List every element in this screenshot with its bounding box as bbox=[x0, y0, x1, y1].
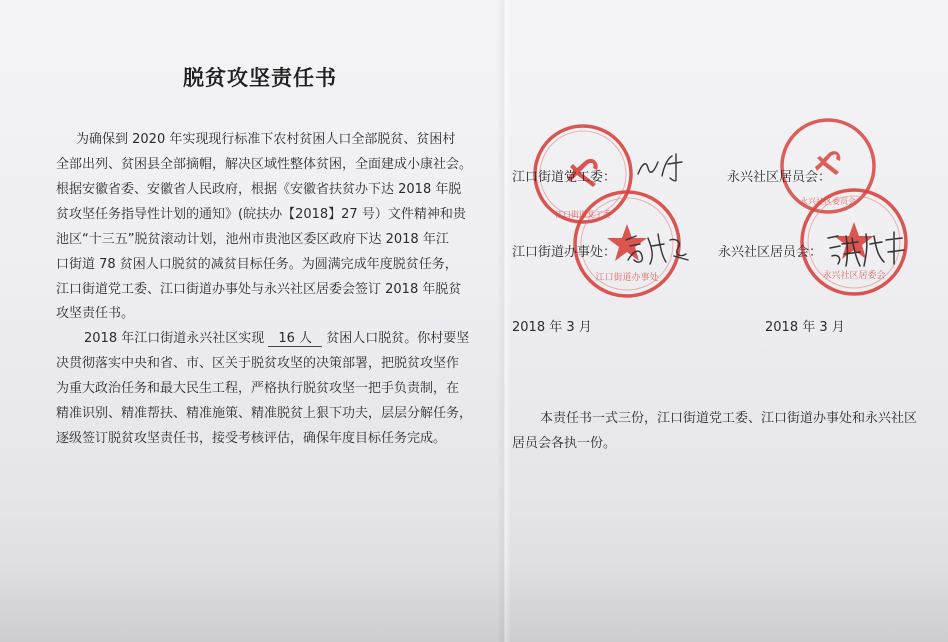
paragraph-1-line-1: 为确保到 2020 年实现现行标准下农村贫困人口全部脱贫、贫困村 bbox=[76, 132, 456, 147]
copies-note-line-1: 本责任书一式三份，江口街道党工委、江口街道办事处和永兴社区 bbox=[540, 411, 918, 426]
paragraph-1-line-6: 口街道 78 贫困人口脱贫的减贫目标任务。为圆满完成年度脱贫任务， bbox=[56, 257, 458, 272]
paragraph-1-line-4: 贫攻坚任务指导性计划的通知》(皖扶办【2018】27 号）文件精神和贵 bbox=[56, 207, 466, 222]
svg-text:江口街道办事处: 江口街道办事处 bbox=[595, 273, 659, 283]
party-committee-label: 江口街道党工委： bbox=[512, 170, 617, 185]
party-secretary-signature bbox=[632, 146, 692, 186]
paragraph-1-line-2: 全部出列、贫困县全部摘帽，解决区域性整体贫困，全面建成小康社会。 bbox=[56, 157, 473, 172]
paragraph-1-line-8: 攻坚责任书。 bbox=[56, 306, 135, 321]
poverty-count: 16 人 bbox=[268, 327, 322, 347]
office-director-signature bbox=[622, 226, 694, 270]
paragraph-1-line-7: 江口街道党工委、江口街道办事处与永兴社区居委会签订 2018 年脱贫 bbox=[56, 282, 462, 297]
paragraph-2-line-5: 逐级签订脱贫攻坚责任书，接受考核评估，确保年度目标任务完成。 bbox=[56, 431, 447, 446]
paragraph-2-line-3: 为重大政治任务和最大民生工程，严格执行脱贫攻坚一把手负责制，在 bbox=[56, 381, 460, 396]
svg-text:永兴社区委员会: 永兴社区委员会 bbox=[800, 197, 856, 206]
svg-text:永兴社区居委会: 永兴社区居委会 bbox=[822, 271, 886, 281]
paragraph-2-after: 贫困人口脱贫。你村要坚 bbox=[326, 331, 470, 346]
date-right: 2018 年 3 月 bbox=[765, 320, 845, 335]
community-director-signature bbox=[824, 226, 908, 272]
svg-text:江口街道党工委: 江口街道党工委 bbox=[555, 210, 611, 219]
date-left: 2018 年 3 月 bbox=[512, 320, 592, 335]
community-committee-label-2: 永兴社区居员会： bbox=[718, 245, 823, 260]
document-title: 脱贫攻坚责任书 bbox=[183, 66, 337, 90]
paragraph-1-line-3: 根据安徽省委、安徽省人民政府，根据《安徽省扶贫办下达 2018 年脱 bbox=[56, 182, 462, 197]
page-fold bbox=[497, 0, 511, 642]
page-shadow bbox=[0, 560, 948, 642]
copies-note-line-2: 居员会各执一份。 bbox=[512, 436, 617, 451]
paragraph-1-line-5: 池区“十三五”脱贫滚动计划，池州市贵池区委区政府下达 2018 年江 bbox=[56, 232, 449, 247]
community-committee-label-1: 永兴社区居员会： bbox=[727, 170, 832, 185]
paragraph-2-line-1 bbox=[84, 327, 469, 347]
paragraph-2-before: 2018 年江口街道永兴社区实现 bbox=[84, 331, 265, 346]
paragraph-2-line-4: 精准识别、精准帮扶、精准施策、精准脱贫上狠下功夫，层层分解任务， bbox=[56, 406, 473, 421]
street-office-label: 江口街道办事处： bbox=[512, 245, 617, 260]
paragraph-2-line-2: 决贯彻落实中央和省、市、区关于脱贫攻坚的决策部署，把脱贫攻坚作 bbox=[56, 356, 460, 371]
